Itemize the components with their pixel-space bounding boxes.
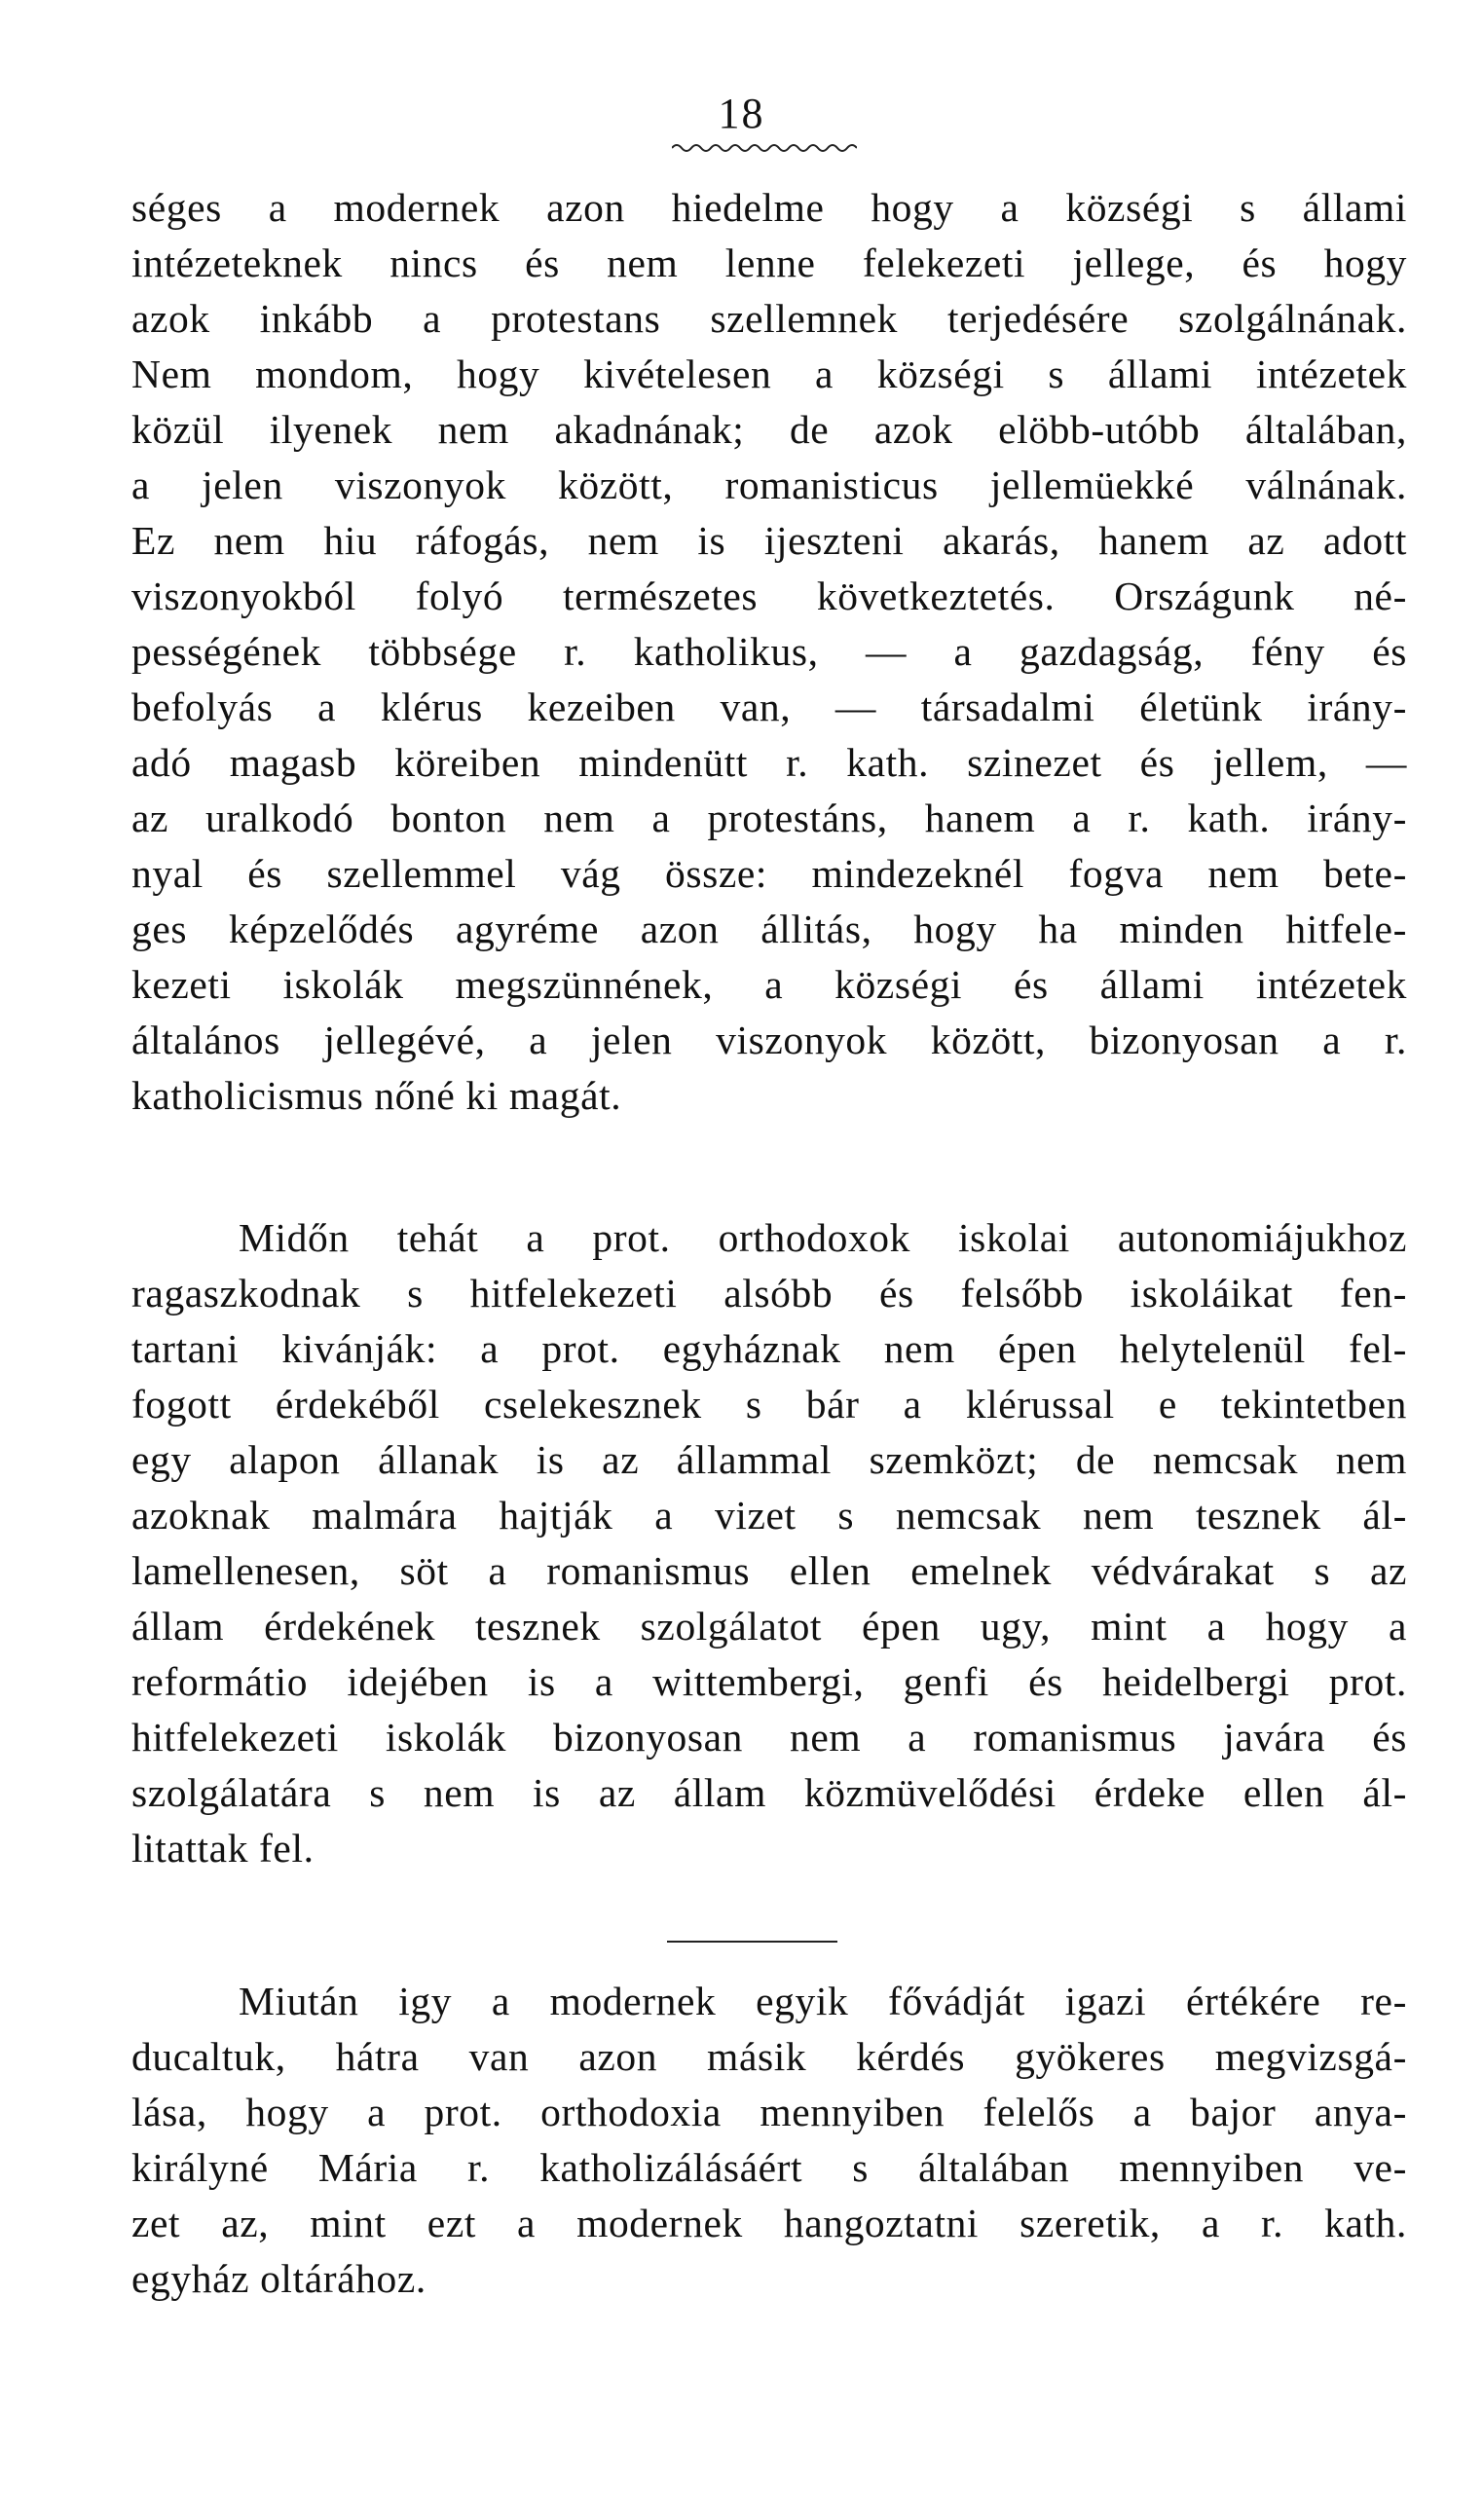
text-line: Miután igy a modernek egyik fővádját igazi értékére re- [239, 1979, 1407, 2023]
text-line: Midőn tehát a prot. orthodoxok iskolai autonomiájukhoz [239, 1215, 1407, 1260]
text-line: királyné Mária r. katholizálásáért s általában mennyiben ve- [131, 2145, 1407, 2190]
text-line: lása, hogy a prot. orthodoxia mennyiben felelős a bajor anya- [131, 2090, 1407, 2134]
text-line: katholicismus nőné ki magát. [131, 1073, 622, 1118]
text-line: egy alapon állanak is az állammal szemközt; de nemcsak nem [131, 1437, 1407, 1482]
text-line: reformátio idejében is a wittembergi, genfi és heidelbergi prot. [131, 1659, 1407, 1704]
text-line: pességének többsége r. katholikus, — a gazdagság, fény és [131, 629, 1407, 674]
text-line: hitfelekezeti iskolák bizonyosan nem a romanismus javára és [131, 1715, 1407, 1760]
text-line: Nem mondom, hogy kivételesen a községi s állami intézetek [131, 352, 1407, 396]
text-line: az uralkodó bonton nem a protestáns, hanem a r. kath. irány- [131, 796, 1407, 840]
text-line: adó magasb köreiben mindenütt r. kath. szinezet és jellem, — [131, 740, 1407, 785]
paragraph-3 [131, 1974, 1407, 2307]
text-line: zet az, mint ezt a modernek hangoztatni szeretik, a r. kath. [131, 2201, 1407, 2245]
text-line: séges a modernek azon hiedelme hogy a községi s állami [131, 185, 1407, 230]
section-divider [667, 1941, 837, 1943]
page-number: 18 [718, 90, 765, 137]
text-line: litattak fel. [131, 1826, 315, 1871]
text-line: fogott érdekéből cselekesznek s bár a klérussal e tekintetben [131, 1382, 1407, 1427]
text-line: állam érdekének tesznek szolgálatot épen ugy, mint a hogy a [131, 1604, 1407, 1649]
text-line: általános jellegévé, a jelen viszonyok között, bizonyosan a r. [131, 1018, 1407, 1062]
text-line: kezeti iskolák megszünnének, a községi és állami intézetek [131, 962, 1407, 1007]
text-line: a jelen viszonyok között, romanisticus jellemüekké válnának. [131, 463, 1407, 507]
text-line: egyház oltárához. [131, 2256, 426, 2301]
paragraph-2 [131, 1210, 1407, 1876]
text-line: tartani kivánják: a prot. egyháznak nem épen helytelenül fel- [131, 1326, 1407, 1371]
wavy-rule-ornament [672, 139, 857, 157]
text-line: Ez nem hiu ráfogás, nem is ijeszteni akarás, hanem az adott [131, 518, 1407, 563]
text-line: befolyás a klérus kezeiben van, — társadalmi életünk irány- [131, 685, 1407, 729]
text-line: azoknak malmára hajtják a vizet s nemcsak nem tesznek ál- [131, 1493, 1407, 1538]
text-line: lamellenesen, söt a romanismus ellen emelnek védvárakat s az [131, 1548, 1407, 1593]
text-line: viszonyokból folyó természetes következtetés. Országunk né- [131, 574, 1407, 618]
text-line: nyal és szellemmel vág össze: mindezeknél fogva nem bete- [131, 851, 1407, 896]
text-line: azok inkább a protestans szellemnek terjedésére szolgálnának. [131, 296, 1407, 341]
text-line: intézeteknek nincs és nem lenne felekezeti jellege, és hogy [131, 241, 1407, 285]
text-line: ges képzelődés agyréme azon állitás, hogy ha minden hitfele- [131, 907, 1407, 951]
text-line: ragaszkodnak s hitfelekezeti alsóbb és felsőbb iskoláikat fen- [131, 1271, 1407, 1316]
text-line: ducaltuk, hátra van azon másik kérdés gyökeres megvizsgá- [131, 2034, 1407, 2079]
text-line: közül ilyenek nem akadnának; de azok elöbb-utóbb általában, [131, 407, 1407, 452]
paragraph-1 [131, 180, 1407, 1124]
text-line: szolgálatára s nem is az állam közmüvelődési érdeke ellen ál- [131, 1770, 1407, 1815]
